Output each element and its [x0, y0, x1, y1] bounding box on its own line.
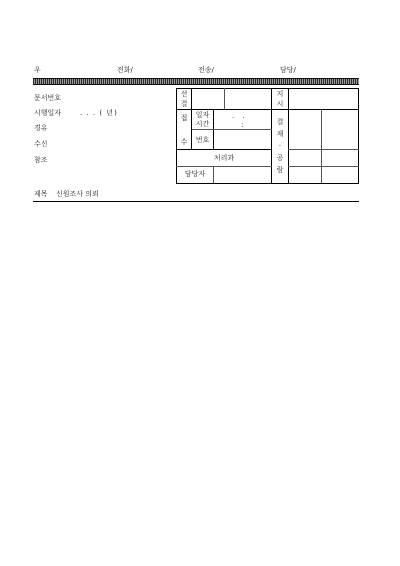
- receipt-date-marks: . .: [232, 112, 248, 120]
- person-in-charge-label: 담당자: [184, 170, 206, 178]
- receipt-time-marks: :: [241, 121, 244, 129]
- approval-char-1: 결: [276, 118, 284, 126]
- approval-char-4: 공: [276, 154, 284, 162]
- approval-char-3: ·: [278, 142, 282, 150]
- receipt-time-label: 시간: [195, 120, 210, 128]
- header-divider-band: [33, 78, 359, 85]
- staff-label: 담당/: [280, 66, 296, 74]
- directive-char-1: 지: [276, 90, 284, 98]
- pre-decision-char-2: 결: [180, 100, 188, 108]
- postal-code-label: 우: [34, 66, 41, 74]
- phone-label: 전화/: [117, 66, 133, 74]
- doc-number-label: 문서번호: [34, 94, 62, 102]
- approval-char-2: 재: [276, 130, 284, 138]
- subject-underline: [33, 201, 359, 202]
- receipt-number-label: 번호: [195, 136, 210, 144]
- exec-date-label: 시행일자: [34, 109, 62, 117]
- via-label: 경유: [34, 124, 48, 132]
- receipt-char-2: 수: [180, 138, 188, 146]
- processing-dept-label: 처리과: [213, 154, 235, 162]
- fax-label: 전송/: [198, 66, 214, 74]
- receipt-date-label: 일자: [195, 111, 210, 119]
- subject-value: 신원조사 의뢰: [56, 190, 99, 198]
- directive-char-2: 시: [276, 100, 284, 108]
- recipient-label: 수신: [34, 140, 48, 148]
- subject-label: 제목: [34, 190, 48, 198]
- approval-char-5: 람: [276, 166, 284, 174]
- receipt-char-1: 접: [180, 114, 188, 122]
- pre-decision-char-1: 선: [180, 90, 188, 98]
- reference-label: 참조: [34, 156, 48, 164]
- exec-date-value: . . . ( 년): [80, 109, 118, 117]
